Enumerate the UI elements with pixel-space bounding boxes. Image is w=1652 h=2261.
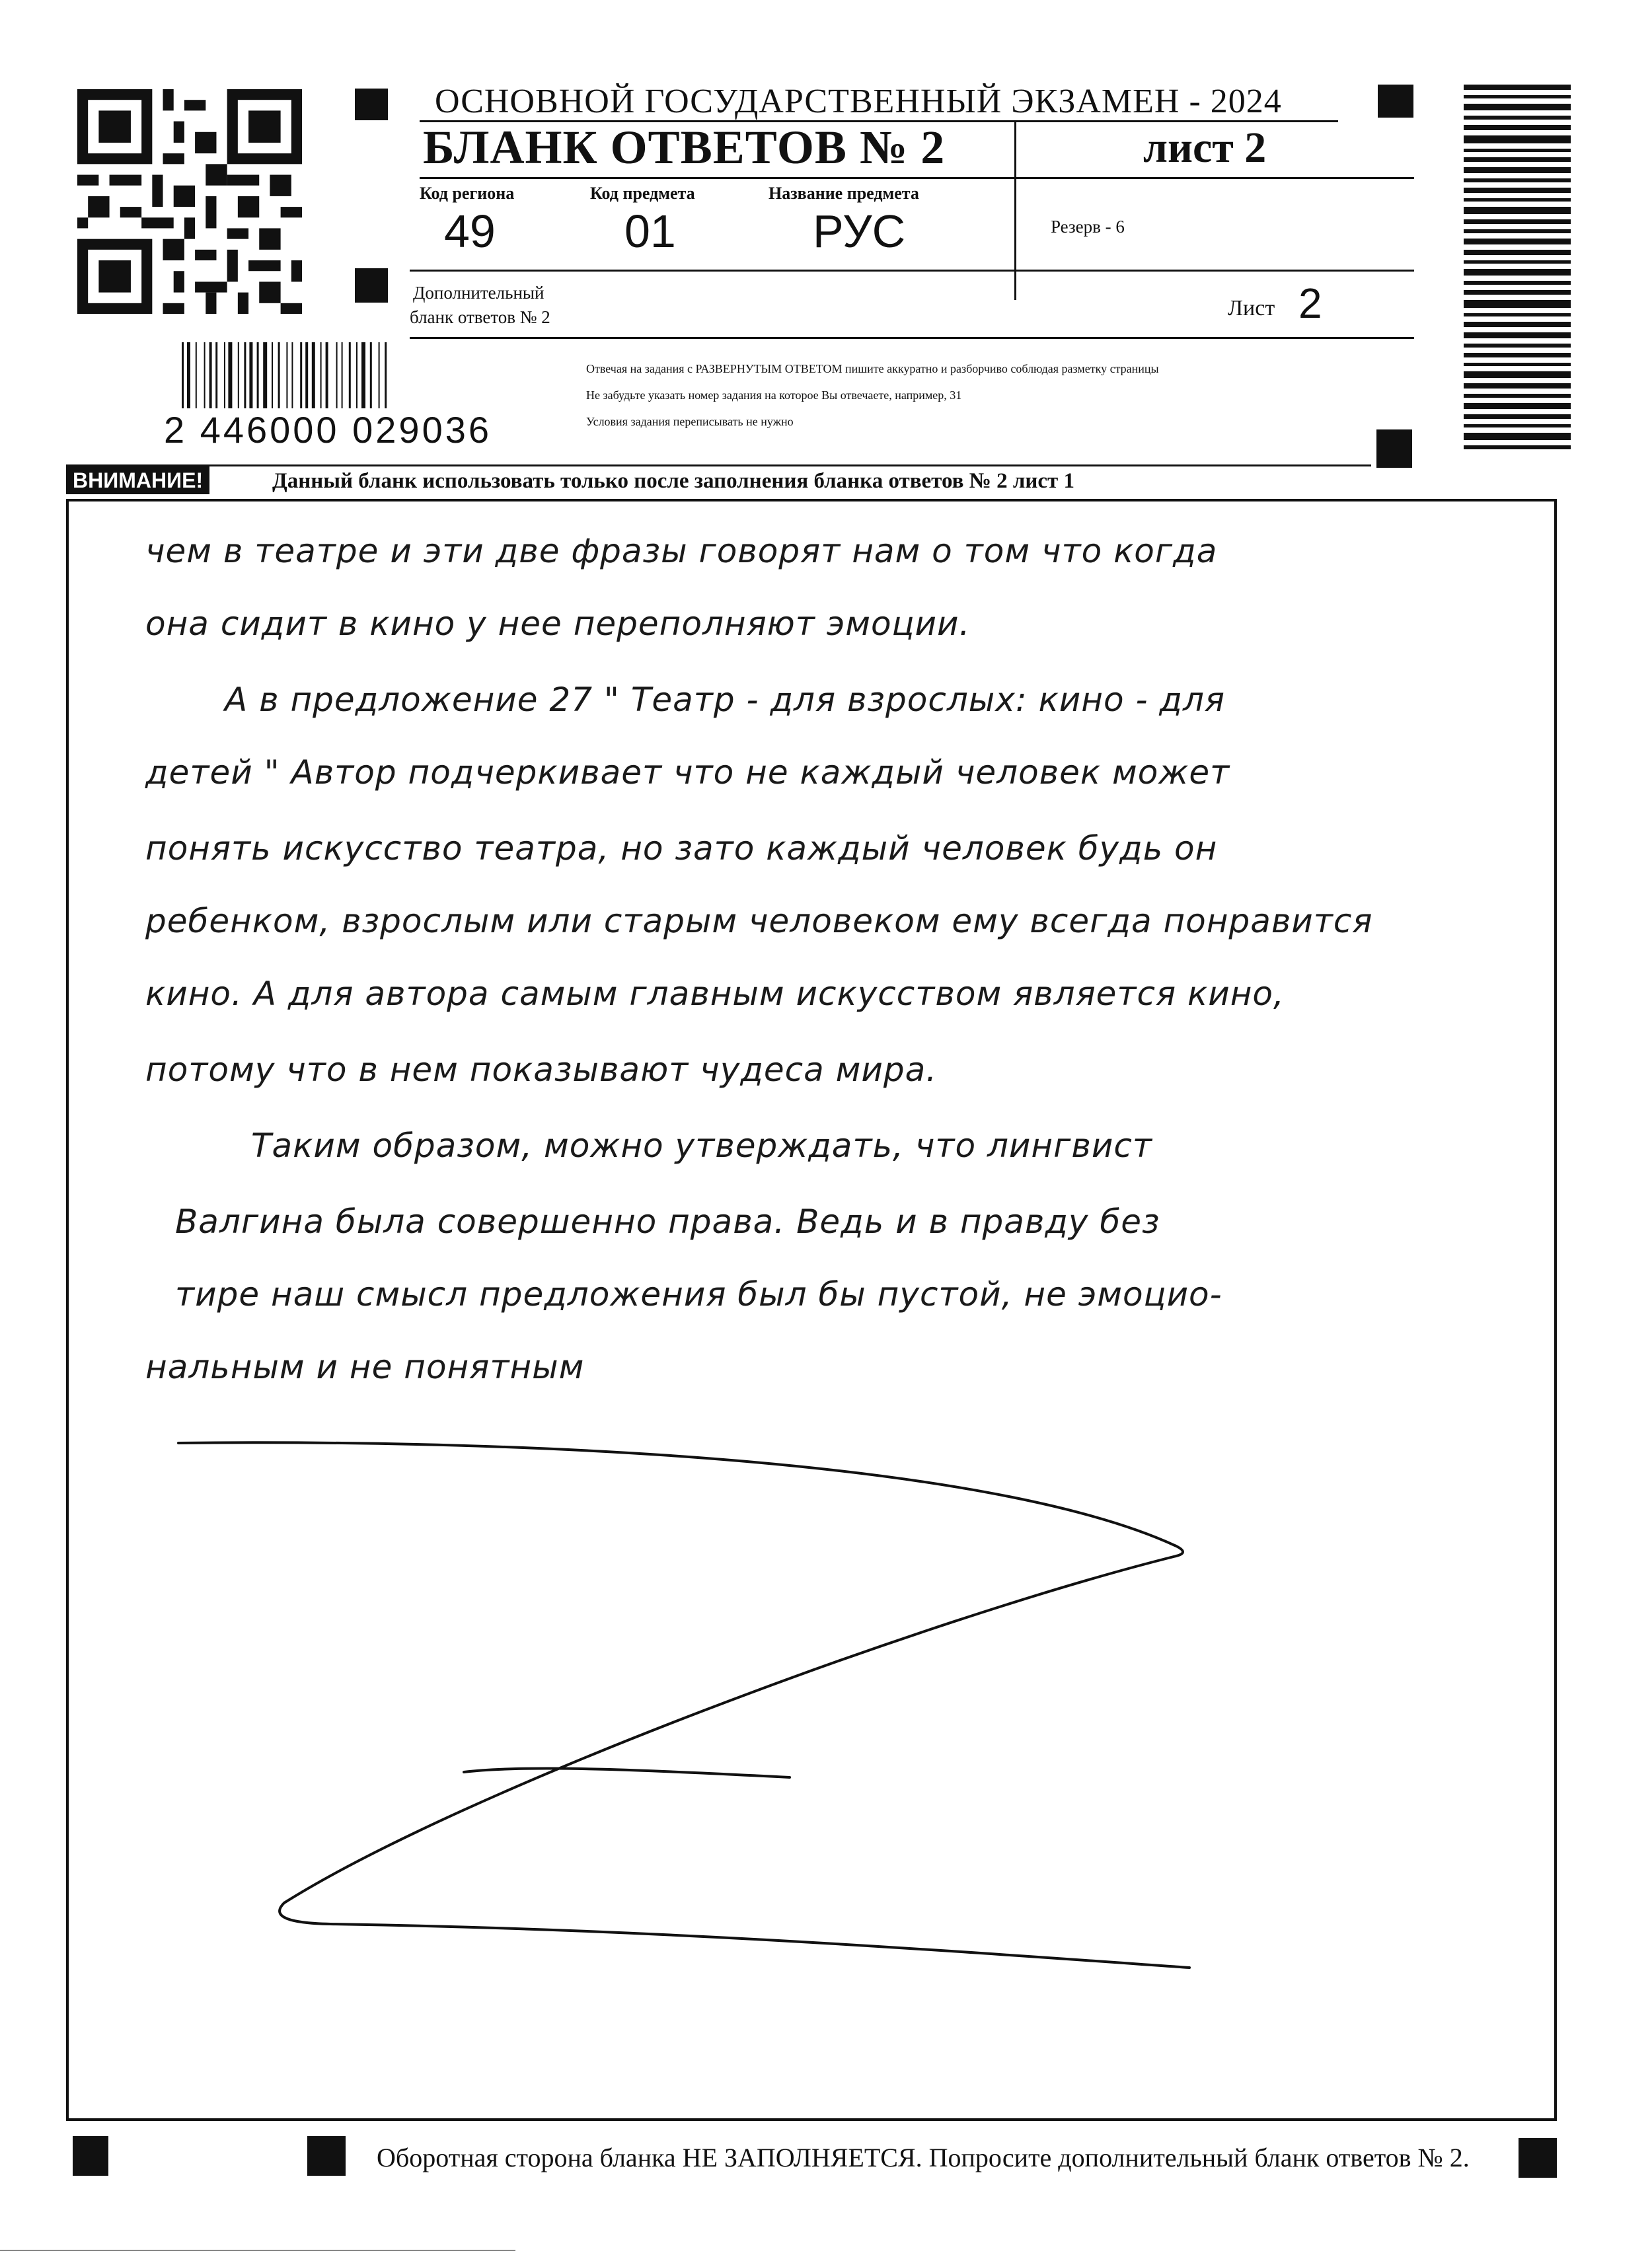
sheet-value: 2 [1298, 279, 1322, 327]
answer-line: тире наш смысл предложения был бы пустой, не эмоцио- [175, 1275, 1222, 1314]
side-barcode-bar [1464, 207, 1571, 214]
side-barcode-bar [1464, 445, 1571, 449]
registration-mark [355, 89, 388, 120]
side-barcode-bar [1464, 269, 1571, 276]
side-barcode-bar [1464, 300, 1571, 308]
answer-line: А в предложение 27 " Театр - для взрослых: кино - для [225, 681, 1226, 719]
side-barcode-bar [1464, 332, 1571, 338]
registration-mark [307, 2136, 346, 2176]
answer-line: понять искусство театра, но зато каждый человек будь он [145, 829, 1218, 868]
form-title: БЛАНК ОТВЕТОВ № 2 [423, 121, 946, 174]
registration-mark [73, 2136, 108, 2176]
divider [0, 2250, 515, 2251]
side-barcode-bar [1464, 95, 1571, 98]
side-barcode-bar [1464, 353, 1571, 357]
answer-line: нальным и не понятным [145, 1348, 585, 1386]
barcode-bar [379, 342, 380, 408]
divider [410, 337, 1414, 339]
region-value: 49 [444, 205, 496, 257]
sheet-label: Лист [1228, 296, 1275, 320]
subject-code-label: Код предмета [590, 184, 695, 203]
instruction-line: Не забудьте указать номер задания на которое Вы отвечаете, например, 31 [586, 389, 962, 402]
side-barcode-bar [1464, 167, 1571, 173]
registration-mark [1378, 85, 1413, 118]
divider [410, 270, 1414, 272]
barcode-bar [263, 342, 267, 408]
barcode-bar [257, 342, 259, 408]
barcode-bar [182, 342, 184, 408]
reserve-label: Резерв - 6 [1051, 217, 1125, 237]
side-barcode-bar [1464, 250, 1571, 255]
barcode-bar [361, 342, 365, 408]
divider [66, 464, 1371, 466]
additional-label: бланк ответов № 2 [410, 307, 550, 327]
divider [420, 177, 1414, 179]
answer-line: кино. А для автора самым главным искусством является кино, [145, 975, 1285, 1013]
barcode-bar [320, 342, 322, 408]
barcode-bar [300, 342, 302, 408]
barcode-bar [278, 342, 280, 408]
side-barcode-bar [1464, 313, 1571, 316]
barcode-bar [249, 342, 252, 408]
answer-line: потому что в нем показывают чудеса мира. [145, 1051, 938, 1089]
barcode-bar [349, 342, 351, 408]
side-barcode-bar [1464, 414, 1571, 419]
registration-mark [355, 268, 388, 303]
side-barcode-bar [1464, 198, 1571, 202]
barcode-bar [385, 342, 387, 408]
barcode-bar [291, 342, 293, 408]
side-barcode-bar [1464, 116, 1571, 120]
side-barcode-bar [1464, 219, 1571, 224]
side-barcode-bar [1464, 178, 1571, 182]
side-barcode-bar [1464, 104, 1571, 110]
exam-title: ОСНОВНОЙ ГОСУДАРСТВЕННЫЙ ЭКЗАМЕН - 2024 [435, 83, 1282, 120]
subject-name-label: Название предмета [769, 184, 919, 203]
subject-code-value: 01 [624, 205, 676, 257]
side-barcode-bar [1464, 394, 1571, 398]
attention-text: Данный бланк использовать только после заполнения бланка ответов № 2 лист 1 [272, 469, 1075, 493]
barcode-bar [209, 342, 212, 408]
side-barcode [1464, 85, 1571, 455]
side-barcode-bar [1464, 344, 1571, 348]
side-barcode-bar [1464, 403, 1571, 409]
barcode-bar [187, 342, 190, 408]
side-barcode-bar [1464, 363, 1571, 366]
footer-note: Оборотная сторона бланка НЕ ЗАПОЛНЯЕТСЯ. Попросите дополнительный бланк ответов № 2. [377, 2143, 1470, 2172]
barcode-bar [326, 342, 328, 408]
side-barcode-bar [1464, 125, 1571, 130]
side-barcode-bar [1464, 239, 1571, 244]
instruction-line: Условия задания переписывать не нужно [586, 415, 794, 428]
divider [1014, 122, 1016, 300]
registration-mark [1376, 429, 1412, 468]
answer-line: Валгина была совершенно права. Ведь и в правду без [175, 1203, 1160, 1241]
side-barcode-bar [1464, 433, 1571, 440]
side-barcode-bar [1464, 383, 1571, 389]
barcode-bar [215, 342, 217, 408]
barcode-bar [204, 342, 206, 408]
barcode-bar [312, 342, 315, 408]
answer-line: Таким образом, можно утверждать, что лингвист [251, 1127, 1152, 1165]
qr-code [71, 89, 308, 314]
barcode-bar [224, 342, 225, 408]
side-barcode-bar [1464, 149, 1571, 152]
answer-line: ребенком, взрослым или старым человеком ему всегда понравится [145, 902, 1373, 940]
additional-label: Дополнительный [413, 283, 544, 303]
barcode-bar [336, 342, 338, 408]
side-barcode-bar [1464, 424, 1571, 427]
barcode-bar [286, 342, 287, 408]
side-barcode-bar [1464, 290, 1571, 295]
answer-line: чем в театре и эти две фразы говорят нам о том что когда [145, 532, 1218, 570]
barcode-number: 2 446000 029036 [164, 409, 492, 451]
answer-line: детей " Автор подчеркивает что не каждый человек может [145, 753, 1230, 792]
side-barcode-bar [1464, 260, 1571, 264]
side-barcode-bar [1464, 281, 1571, 285]
barcode-bar [370, 342, 372, 408]
region-label: Код региона [420, 184, 515, 203]
subject-name-value: РУС [813, 205, 906, 257]
answer-line: она сидит в кино у нее переполняют эмоции. [145, 605, 971, 643]
barcode-bar [228, 342, 232, 408]
side-barcode-bar [1464, 229, 1571, 233]
side-barcode-bar [1464, 135, 1571, 143]
barcode-bar [305, 342, 308, 408]
side-barcode-bar [1464, 322, 1571, 327]
attention-badge: ВНИМАНИЕ! [66, 466, 209, 494]
barcode-bar [238, 342, 239, 408]
barcode-bar [272, 342, 273, 408]
barcode-bar [196, 342, 197, 408]
barcode-bar [244, 342, 246, 408]
side-barcode-bar [1464, 85, 1571, 90]
barcode-bar [356, 342, 357, 408]
side-barcode-bar [1464, 188, 1571, 193]
z-strike-mark [66, 1421, 1557, 1989]
registration-mark [1519, 2138, 1557, 2178]
sheet-title: лист 2 [1143, 124, 1267, 172]
side-barcode-bar [1464, 371, 1571, 378]
instruction-line: Отвечая на задания с РАЗВЕРНУТЫМ ОТВЕТОМ пишите аккуратно и разборчиво соблюдая разметку страницы [586, 362, 1159, 375]
side-barcode-bar [1464, 157, 1571, 162]
barcode-bar [342, 342, 343, 408]
barcode [182, 342, 548, 414]
